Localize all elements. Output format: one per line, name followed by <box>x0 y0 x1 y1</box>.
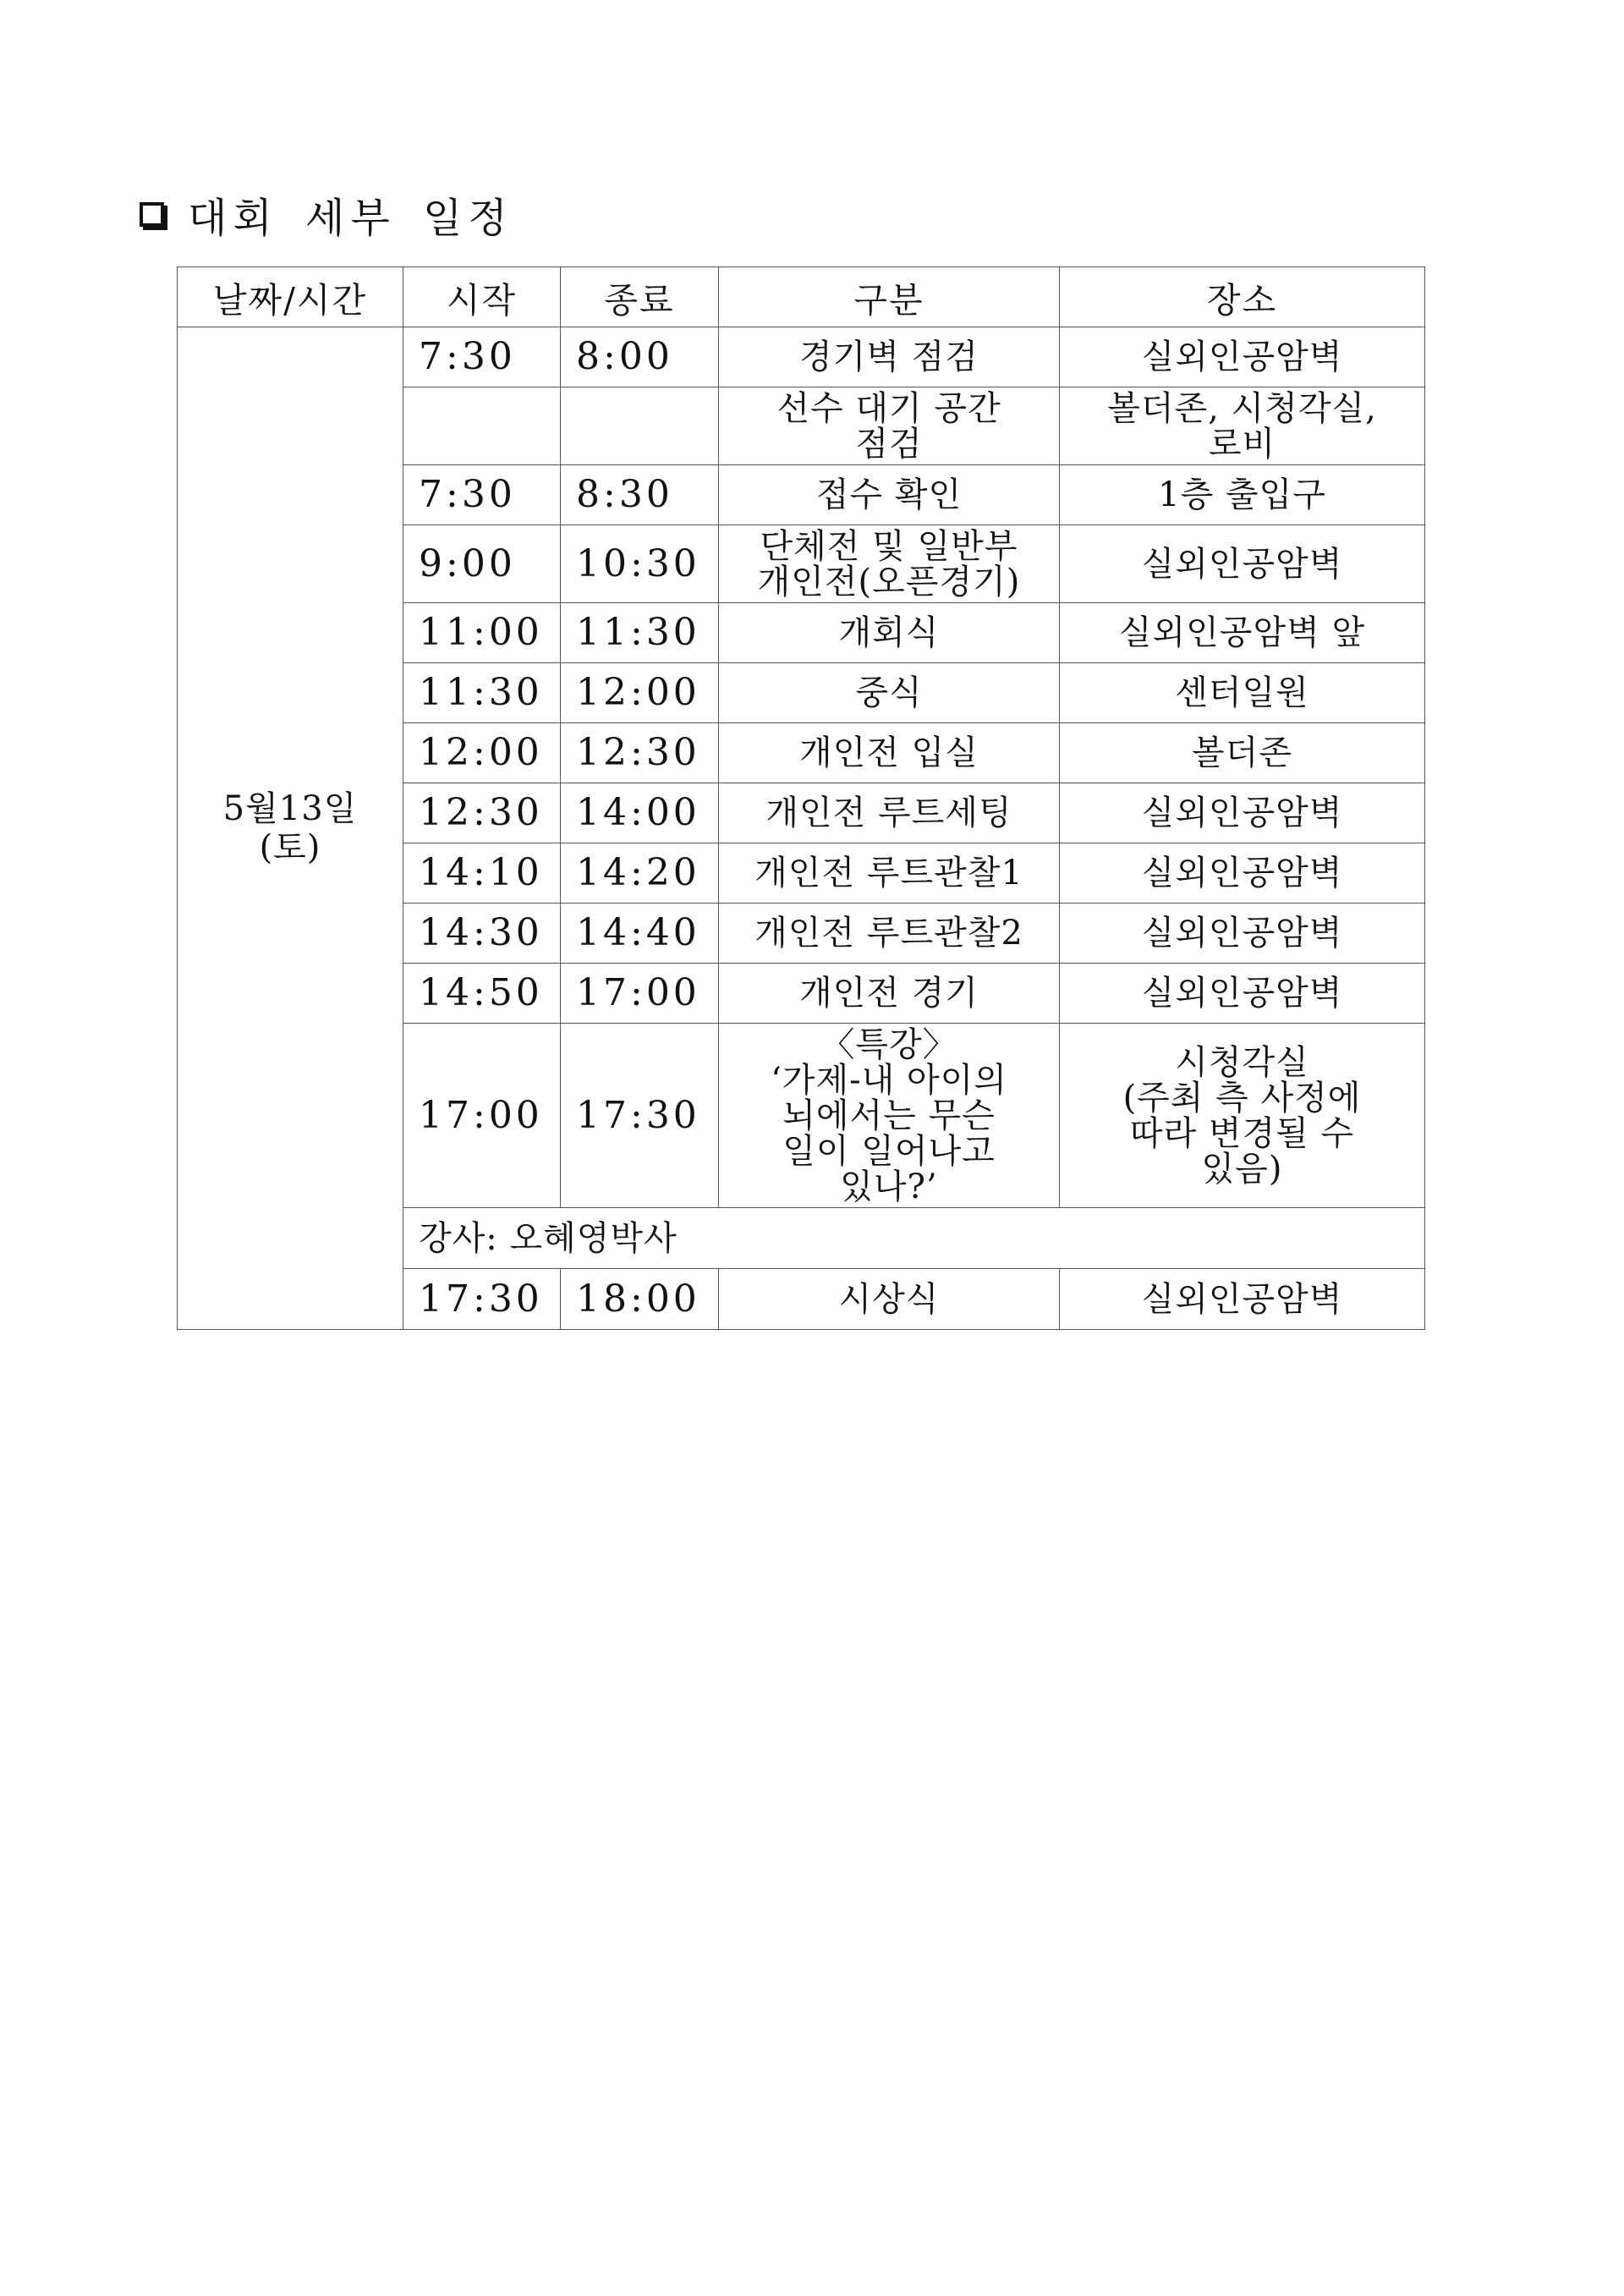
category-cell: 단체전 및 일반부 개인전(오픈경기) <box>719 525 1060 603</box>
start-cell: 9:00 <box>403 525 561 603</box>
header-end: 종료 <box>561 267 719 327</box>
end-cell: 12:00 <box>561 663 719 723</box>
place-cell: 실외인공암벽 <box>1060 525 1425 603</box>
end-cell: 8:30 <box>561 465 719 525</box>
place-cell: 시청각실 (주최 측 사정에 따라 변경될 수 있음) <box>1060 1024 1425 1208</box>
start-cell: 17:30 <box>403 1269 561 1330</box>
place-cell: 볼더존 <box>1060 723 1425 783</box>
end-cell: 10:30 <box>561 525 719 603</box>
checkbox-square-icon <box>140 202 164 227</box>
header-place: 장소 <box>1060 267 1425 327</box>
category-cell: 개회식 <box>719 603 1060 663</box>
category-cell: 개인전 입실 <box>719 723 1060 783</box>
section-title: 대회 세부 일정 <box>188 194 513 242</box>
place-cell: 실외인공암벽 <box>1060 843 1425 904</box>
start-cell: 17:00 <box>403 1024 561 1208</box>
header-date: 날짜/시간 <box>178 267 403 327</box>
lecturer-note: 강사: 오혜영박사 <box>403 1208 1425 1269</box>
end-cell: 14:20 <box>561 843 719 904</box>
category-cell: 시상식 <box>719 1269 1060 1330</box>
place-cell: 실외인공암벽 <box>1060 327 1425 387</box>
place-cell: 실외인공암벽 앞 <box>1060 603 1425 663</box>
start-cell: 14:30 <box>403 904 561 964</box>
start-cell: 11:30 <box>403 663 561 723</box>
end-cell: 17:30 <box>561 1024 719 1208</box>
start-cell <box>403 387 561 465</box>
end-cell: 14:00 <box>561 783 719 843</box>
place-cell: 실외인공암벽 <box>1060 964 1425 1024</box>
schedule-table <box>177 266 1425 1330</box>
category-cell: 선수 대기 공간 점검 <box>719 387 1060 465</box>
start-cell: 7:30 <box>403 465 561 525</box>
section-heading <box>140 186 513 242</box>
start-cell: 14:50 <box>403 964 561 1024</box>
header-row <box>178 267 1425 327</box>
category-cell: 접수 확인 <box>719 465 1060 525</box>
category-cell: 개인전 경기 <box>719 964 1060 1024</box>
header-category: 구분 <box>719 267 1060 327</box>
place-cell: 실외인공암벽 <box>1060 1269 1425 1330</box>
end-cell: 14:40 <box>561 904 719 964</box>
start-cell: 12:00 <box>403 723 561 783</box>
table-row <box>178 327 1425 387</box>
category-cell: 개인전 루트관찰2 <box>719 904 1060 964</box>
start-cell: 14:10 <box>403 843 561 904</box>
start-cell: 7:30 <box>403 327 561 387</box>
end-cell: 8:00 <box>561 327 719 387</box>
date-cell: 5월13일 (토) <box>178 327 403 1330</box>
category-cell: 경기벽 점검 <box>719 327 1060 387</box>
end-cell: 12:30 <box>561 723 719 783</box>
place-cell: 볼더존, 시청각실, 로비 <box>1060 387 1425 465</box>
end-cell: 11:30 <box>561 603 719 663</box>
place-cell: 1층 출입구 <box>1060 465 1425 525</box>
category-cell: 개인전 루트세팅 <box>719 783 1060 843</box>
category-cell: 개인전 루트관찰1 <box>719 843 1060 904</box>
category-cell: 중식 <box>719 663 1060 723</box>
end-cell: 18:00 <box>561 1269 719 1330</box>
start-cell: 12:30 <box>403 783 561 843</box>
end-cell <box>561 387 719 465</box>
end-cell: 17:00 <box>561 964 719 1024</box>
category-cell: 〈특강〉 ‘가제-내 아이의 뇌에서는 무슨 일이 일어나고 있나?’ <box>719 1024 1060 1208</box>
place-cell: 실외인공암벽 <box>1060 904 1425 964</box>
start-cell: 11:00 <box>403 603 561 663</box>
place-cell: 실외인공암벽 <box>1060 783 1425 843</box>
header-start: 시작 <box>403 267 561 327</box>
place-cell: 센터일원 <box>1060 663 1425 723</box>
